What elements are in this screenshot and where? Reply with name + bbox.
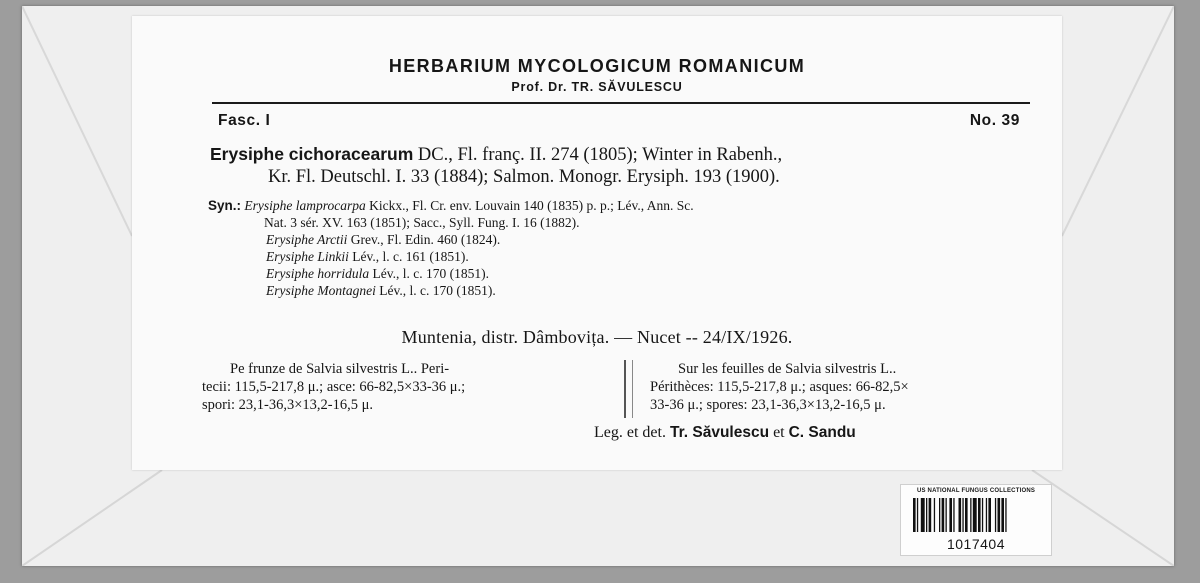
synonym-name: Erysiphe Arctii [266,232,348,247]
collector-name-2: C. Sandu [788,424,856,441]
herbarium-label [132,16,1062,470]
synonyms-block [208,197,1058,299]
herbarium-title: HERBARIUM MYCOLOGICUM ROMANICUM [388,56,806,76]
description-romanian [202,360,602,414]
collection-locality: Muntenia, distr. Dâmbovița. — Nucet -- 24/IX/1926. [401,327,793,347]
synonym-citation: Lév., l. c. 170 (1851). [369,266,489,281]
description-ro-line3: spori: 23,1-36,3×13,2-16,5 μ. [202,397,374,413]
description-ro-line1: Pe frunze de Salvia silvestris L.. Peri- [230,361,450,377]
synonyms-label: Syn.: [208,198,242,213]
species-citation-line2: Kr. Fl. Deutschl. I. 33 (1884); Salmon. Monogr. Erysiph. 193 (1900). [268,167,780,187]
synonym-name: Erysiphe horridula [266,266,370,281]
synonym-citation: Lév., l. c. 170 (1851). [375,283,496,298]
synonym-name: Erysiphe Linkii [266,249,349,264]
fascicle-label: Fasc. I [218,112,271,129]
species-citation-line1: DC., Fl. franç. II. 274 (1805); Winter in Rabenh., [413,145,783,165]
herbarium-curator: Prof. Dr. TR. SĂVULESCU [511,80,683,94]
barcode-icon [913,498,1039,532]
description-fr-line1: Sur les feuilles de Salvia silvestris L.. [678,361,897,377]
column-divider [624,360,633,418]
species-citation [210,143,1050,188]
synonym-name: Erysiphe Montagnei [266,283,376,298]
description-fr-line2: Périthèces: 115,5-217,8 μ.; asques: 66-82,5× [650,379,909,395]
collector-line [594,424,856,442]
synonym-citation-cont: Nat. 3 sér. XV. 163 (1851); Sacc., Syll. Fung. I. 16 (1882). [264,215,580,230]
collector-name-1: Tr. Săvulescu [669,424,770,441]
collector-prefix: Leg. et det. [594,424,670,441]
description-ro-line2: tecii: 115,5-217,8 μ.; asce: 66-82,5×33-36 μ.; [202,379,466,395]
synonym-citation: Grev., Fl. Edin. 460 (1824). [347,232,501,247]
synonym-citation: Kickx., Fl. Cr. env. Louvain 140 (1835) p. p.; Lév., Ann. Sc. [365,198,694,213]
specimen-number: No. 39 [969,112,1020,129]
species-name: Erysiphe cichoracearum [210,144,414,164]
collector-joiner: et [769,424,789,441]
barcode-label [900,484,1052,556]
description-french [650,360,1040,414]
synonym-name: Erysiphe lamprocarpa [244,198,366,213]
barcode-number: 1017404 [946,536,1005,552]
description-fr-line3: 33-36 μ.; spores: 23,1-36,3×13,2-16,5 μ. [650,397,886,413]
specimen-envelope [22,6,1174,566]
synonym-citation: Lév., l. c. 161 (1851). [348,249,469,264]
header-rule [212,102,1030,104]
barcode-institution: US NATIONAL FUNGUS COLLECTIONS [916,488,1036,494]
